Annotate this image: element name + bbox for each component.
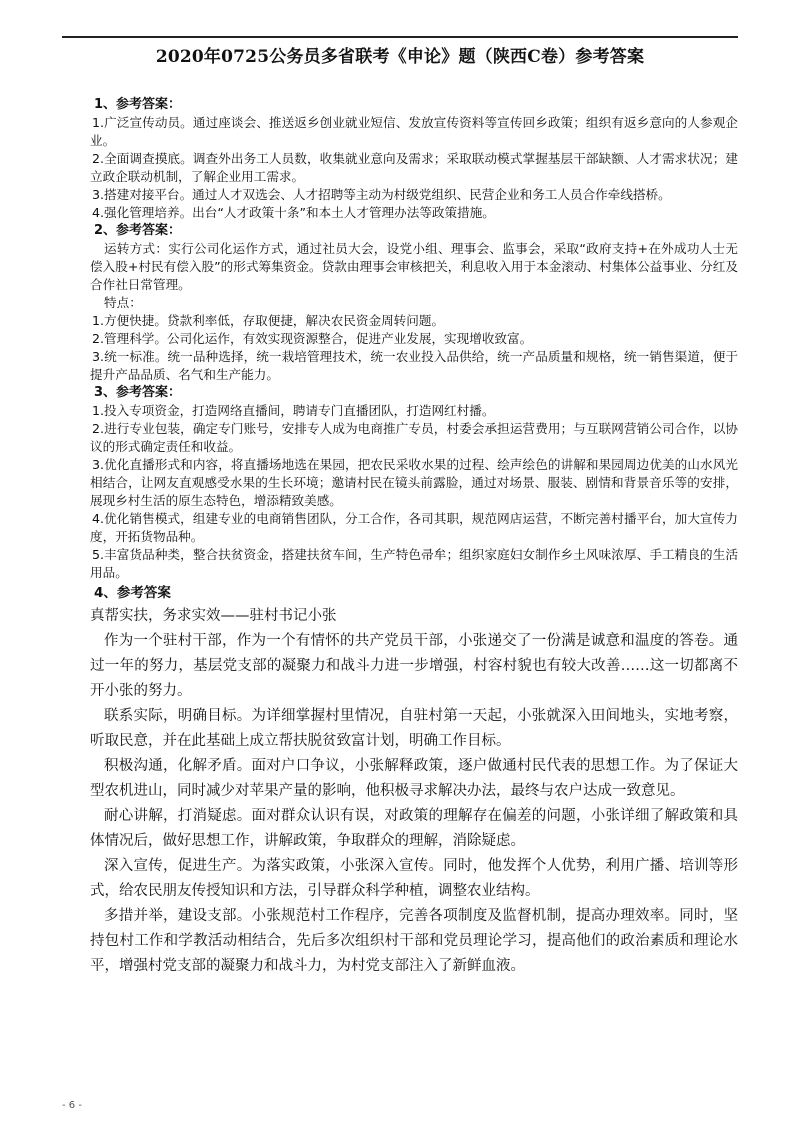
page-number: - 6 -	[62, 1100, 82, 1111]
q1-item: 4.强化管理培养。出台“人才政策十条”和本土人才管理办法等政策措施。	[92, 205, 495, 220]
essay-paragraph: 积极沟通，化解矛盾。面对户口争议，小张解释政策，逐户做通村民代表的思想工作。为了保证大型农机进山，同时减少对苹果产量的影响，他积极寻求解决办法，最终与农户达成一致意见。	[90, 758, 738, 799]
q2-operation: 运转方式：实行公司化运作方式，通过社员大会，设党小组、理事会、监事会，采取“政府支持+在外成功人士无偿入股+村民有偿入股”的形式筹集资金。贷款由理事会审核把关，利息收入用于本金滚动、村集体公益事业、分红及合作社日常管理。	[90, 241, 738, 292]
q3-item: 2.进行专业包装，确定专门账号，安排专人成为电商推广专员，村委会承担运营费用；与互联网营销公司合作，以协议的形式确定责任和收益。	[90, 421, 738, 454]
essay-paragraph: 深入宣传，促进生产。为落实政策，小张深入宣传。同时，他发挥个人优势，利用广播、培训等形式，给农民朋友传授知识和方法，引导群众科学种植，调整农业结构。	[90, 858, 738, 899]
q2-item: 1.方便快捷。贷款利率低，存取便捷，解决农民资金周转问题。	[92, 313, 445, 328]
q3-item: 3.优化直播形式和内容，将直播场地选在果园，把农民采收水果的过程、绘声绘色的讲解和果园周边优美的山水风光相结合，让网友直观感受水果的生长环境；邀请村民在镜头前露脸，通过对场景、服装、剧情和背景音乐等的安排，展现乡村生活的原生态特色，增添精致美感。	[90, 457, 738, 508]
q1-item: 1.广泛宣传动员。通过座谈会、推送返乡创业就业短信、发放宣传资料等宣传回乡政策；组织有返乡意向的人参观企业。	[90, 115, 738, 148]
q3-item: 5.丰富货品种类，整合扶贫资金，搭建扶贫车间，生产特色帚牟；组织家庭妇女制作乡土风味浓厚、手工精良的生活用品。	[90, 547, 738, 580]
document-body	[90, 96, 738, 979]
q1-heading: 1、参考答案：	[94, 97, 182, 112]
q3-item: 4.优化销售模式，组建专业的电商销售团队，分工合作，各司其职，规范网店运营，不断完善村播平台，加大宣传力度，开拓货物品种。	[90, 511, 738, 544]
essay-paragraph: 作为一个驻村干部，作为一个有情怀的共产党员干部，小张递交了一份满是诚意和温度的答卷。通过一年的努力，基层党支部的凝聚力和战斗力进一步增强，村容村貌也有较大改善……这一切都离不开小张的努力。	[90, 633, 738, 699]
q2-heading: 2、参考答案：	[94, 223, 182, 238]
q2-item: 2.管理科学。公司化运作，有效实现资源整合，促进产业发展，实现增收致富。	[92, 331, 533, 346]
essay-paragraph: 耐心讲解，打消疑虑。面对群众认识有误，对政策的理解存在偏差的问题，小张详细了解政策和具体情况后，做好思想工作，讲解政策，争取群众的理解，消除疑虑。	[90, 808, 738, 849]
q3-item: 1.投入专项资金，打造网络直播间，聘请专门直播团队，打造网红村播。	[92, 403, 495, 418]
q4-heading: 4、参考答案	[94, 585, 171, 601]
q1-item: 3.搭建对接平台。通过人才双选会、人才招聘等主动为村级党组织、民营企业和务工人员合作牵线搭桥。	[92, 187, 671, 202]
q3-heading: 3、参考答案：	[94, 385, 182, 400]
header-rule	[62, 36, 738, 38]
document-title: 2020年0725公务员多省联考《申论》题（陕西C卷）参考答案	[155, 47, 645, 67]
essay-paragraph: 联系实际，明确目标。为详细掌握村里情况，自驻村第一天起，小张就深入田间地头，实地考察，听取民意，并在此基础上成立帮扶脱贫致富计划，明确工作目标。	[90, 708, 738, 749]
essay-paragraph: 多措并举，建设支部。小张规范村工作程序，完善各项制度及监督机制，提高办理效率。同时，坚持包村工作和学教活动相结合，先后多次组织村干部和党员理论学习，提高他们的政治素质和理论水平，增强村党支部的凝聚力和战斗力，为村党支部注入了新鲜血液。	[90, 908, 738, 974]
q2-features-label: 特点：	[104, 295, 142, 310]
q1-item: 2.全面调查摸底。调查外出务工人员数，收集就业意向及需求；采取联动模式掌握基层干部缺额、人才需求状况；建立政企联动机制，了解企业用工需求。	[90, 151, 738, 184]
q2-item: 3.统一标准。统一品种选择，统一栽培管理技术，统一农业投入品供给，统一产品质量和规格，统一销售渠道，便于提升产品品质、名气和生产能力。	[90, 349, 738, 382]
essay-title: 真帮实扶，务求实效——驻村书记小张	[90, 608, 337, 624]
